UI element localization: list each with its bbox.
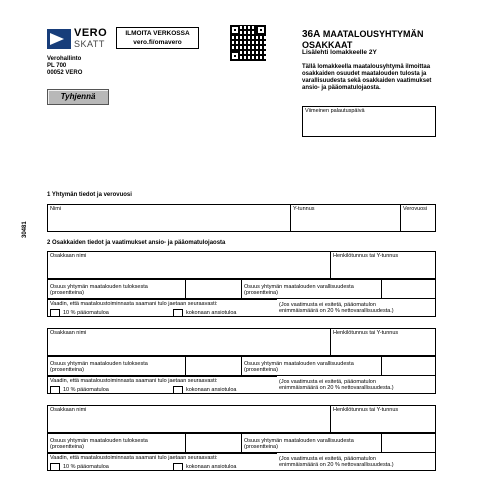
asset-share-label — [244, 438, 354, 450]
income-share-label-unit: (prosentteina) — [50, 290, 84, 296]
earned-income-checkbox[interactable] — [173, 309, 183, 317]
company-name-label: Nimi — [50, 206, 61, 212]
qr-corner-icon — [230, 51, 240, 61]
asset-share-label-text: Osuus yhtymän maatalouden varallisuudesta — [244, 361, 354, 367]
owner-name-field[interactable] — [47, 405, 330, 433]
income-share-label-unit: (prosentteina) — [50, 367, 84, 373]
vero-logo-mark-icon — [47, 29, 71, 49]
note-cell — [277, 453, 436, 471]
earned-income-option: kokonaan ansiotuloa — [186, 464, 237, 470]
owner-id-label: Henkilötunnus tai Y-tunnus — [333, 253, 399, 259]
note-text — [279, 456, 394, 468]
asset-share-field[interactable] — [381, 279, 436, 299]
note-cell — [277, 299, 436, 317]
asset-share-label-text: Osuus yhtymän maatalouden varallisuudesta — [244, 284, 354, 290]
owner-block — [47, 328, 436, 408]
logo-line2: SKATT — [74, 39, 105, 49]
form-title-line2: OSAKKAAT — [302, 40, 353, 50]
owner-name-label: Osakkaan nimi — [50, 330, 87, 336]
owner-name-label: Osakkaan nimi — [50, 253, 87, 259]
due-date-label: Viimeinen palautuspäivä — [305, 108, 365, 114]
earned-income-option: kokonaan ansiotuloa — [186, 387, 237, 393]
clear-button[interactable]: Tyhjennä — [47, 89, 109, 105]
owner-name-label: Osakkaan nimi — [50, 407, 87, 413]
earned-income-option: kokonaan ansiotuloa — [186, 310, 237, 316]
owner-name-field[interactable] — [47, 251, 330, 279]
logo-line1: VERO — [74, 27, 108, 39]
qr-code-icon — [230, 25, 266, 61]
form-title-line1: MAATALOUSYHTYMÄN — [322, 29, 424, 39]
demand-cell — [47, 376, 277, 394]
owner-row — [47, 405, 436, 433]
income-share-label — [50, 361, 148, 373]
demand-label: Vaadin, että maataloustoiminnasta saamani tulo jaetaan seuraavasti: — [50, 378, 218, 384]
due-date-field[interactable] — [302, 106, 436, 137]
owner-id-label: Henkilötunnus tai Y-tunnus — [333, 330, 399, 336]
capital-income-option: 10 % pääomatuloa — [63, 387, 109, 393]
asset-share-label — [244, 361, 354, 373]
owner-row — [47, 328, 436, 356]
asset-share-label — [244, 284, 354, 296]
note-line1: (Jos vaatimusta ei esitetä, pääomatulon — [279, 302, 376, 308]
income-share-label-text: Osuus yhtymän maatalouden tuloksesta — [50, 284, 148, 290]
income-share-label — [50, 438, 148, 450]
asset-share-label-unit: (prosentteina) — [244, 290, 278, 296]
note-text — [279, 379, 394, 391]
capital-income-checkbox[interactable] — [50, 386, 60, 394]
income-share-label-cell — [47, 279, 185, 299]
demand-cell — [47, 453, 277, 471]
asset-share-label-unit: (prosentteina) — [244, 444, 278, 450]
earned-income-checkbox[interactable] — [173, 463, 183, 471]
income-share-field[interactable] — [185, 279, 241, 299]
income-share-field[interactable] — [185, 433, 241, 453]
owner-name-field[interactable] — [47, 328, 330, 356]
demand-cell — [47, 299, 277, 317]
asset-share-label-unit: (prosentteina) — [244, 367, 278, 373]
asset-share-label-cell — [241, 356, 381, 376]
form-number: 36A — [302, 29, 321, 40]
share-row — [47, 279, 436, 299]
company-info-table — [47, 204, 436, 232]
share-row — [47, 433, 436, 453]
demand-label: Vaadin, että maataloustoiminnasta saamani tulo jaetaan seuraavasti: — [50, 301, 218, 307]
asset-share-label-text: Osuus yhtymän maatalouden varallisuudesta — [244, 438, 354, 444]
owner-block — [47, 251, 436, 331]
capital-income-checkbox[interactable] — [50, 463, 60, 471]
asset-share-label-cell — [241, 279, 381, 299]
asset-share-label-cell — [241, 433, 381, 453]
address-line3: 00052 VERO — [47, 70, 83, 76]
income-share-field[interactable] — [185, 356, 241, 376]
ytunnus-label: Y-tunnus — [293, 206, 315, 212]
owner-row — [47, 251, 436, 279]
recipient-address — [47, 56, 82, 77]
demand-row — [47, 453, 436, 471]
demand-row — [47, 299, 436, 317]
file-online-box — [116, 27, 199, 49]
income-share-label-cell — [47, 433, 185, 453]
vero-logo — [47, 27, 108, 51]
share-row — [47, 356, 436, 376]
owner-id-field[interactable] — [330, 405, 436, 433]
income-share-label-unit: (prosentteina) — [50, 444, 84, 450]
section1-heading: 1 Yhtymän tiedot ja verovuosi — [47, 192, 132, 198]
file-online-url: vero.fi/omavero — [133, 39, 182, 46]
qr-corner-icon — [256, 25, 266, 35]
asset-share-field[interactable] — [381, 433, 436, 453]
earned-income-checkbox[interactable] — [173, 386, 183, 394]
note-line2: enimmäismäärä on 20 % nettovarallisuudesta.) — [279, 308, 394, 314]
address-line2: PL 700 — [47, 63, 67, 69]
form-code: 30481 — [22, 221, 28, 238]
form-title — [302, 29, 424, 50]
company-name-field[interactable] — [47, 204, 290, 232]
note-line2: enimmäismäärä on 20 % nettovarallisuudesta.) — [279, 385, 394, 391]
owner-block — [47, 405, 436, 480]
demand-row — [47, 376, 436, 394]
tax-year-label: Verovuosi — [403, 206, 428, 212]
asset-share-field[interactable] — [381, 356, 436, 376]
capital-income-checkbox[interactable] — [50, 309, 60, 317]
form-subtitle: Lisälehti lomakkeelle 2Y — [302, 49, 377, 56]
owner-id-field[interactable] — [330, 328, 436, 356]
qr-corner-icon — [230, 25, 240, 35]
file-online-title: ILMOITA VERKOSSA — [125, 30, 190, 37]
tax-year-field[interactable] — [400, 204, 436, 232]
form-description: Tällä lomakkeella maatalousyhtymä ilmoittaa osakkaiden osuudet maatalouden tulosta ja varallisuudesta sekä osakkaiden vaatimukset ansio- ja pääomatulojaosta. — [302, 64, 432, 91]
owner-id-label: Henkilötunnus tai Y-tunnus — [333, 407, 399, 413]
capital-income-option: 10 % pääomatuloa — [63, 464, 109, 470]
income-share-label-cell — [47, 356, 185, 376]
note-line2: enimmäismäärä on 20 % nettovarallisuudesta.) — [279, 462, 394, 468]
income-share-label-text: Osuus yhtymän maatalouden tuloksesta — [50, 438, 148, 444]
section2-heading: 2 Osakkaiden tiedot ja vaatimukset ansio- ja pääomatulojaosta — [47, 240, 226, 246]
address-line1: Verohallinto — [47, 56, 82, 62]
income-share-label-text: Osuus yhtymän maatalouden tuloksesta — [50, 361, 148, 367]
income-share-label — [50, 284, 148, 296]
note-cell — [277, 376, 436, 394]
note-line1: (Jos vaatimusta ei esitetä, pääomatulon — [279, 456, 376, 462]
ytunnus-field[interactable] — [290, 204, 400, 232]
owner-id-field[interactable] — [330, 251, 436, 279]
capital-income-option: 10 % pääomatuloa — [63, 310, 109, 316]
note-text — [279, 302, 394, 314]
demand-label: Vaadin, että maataloustoiminnasta saamani tulo jaetaan seuraavasti: — [50, 455, 218, 461]
note-line1: (Jos vaatimusta ei esitetä, pääomatulon — [279, 379, 376, 385]
